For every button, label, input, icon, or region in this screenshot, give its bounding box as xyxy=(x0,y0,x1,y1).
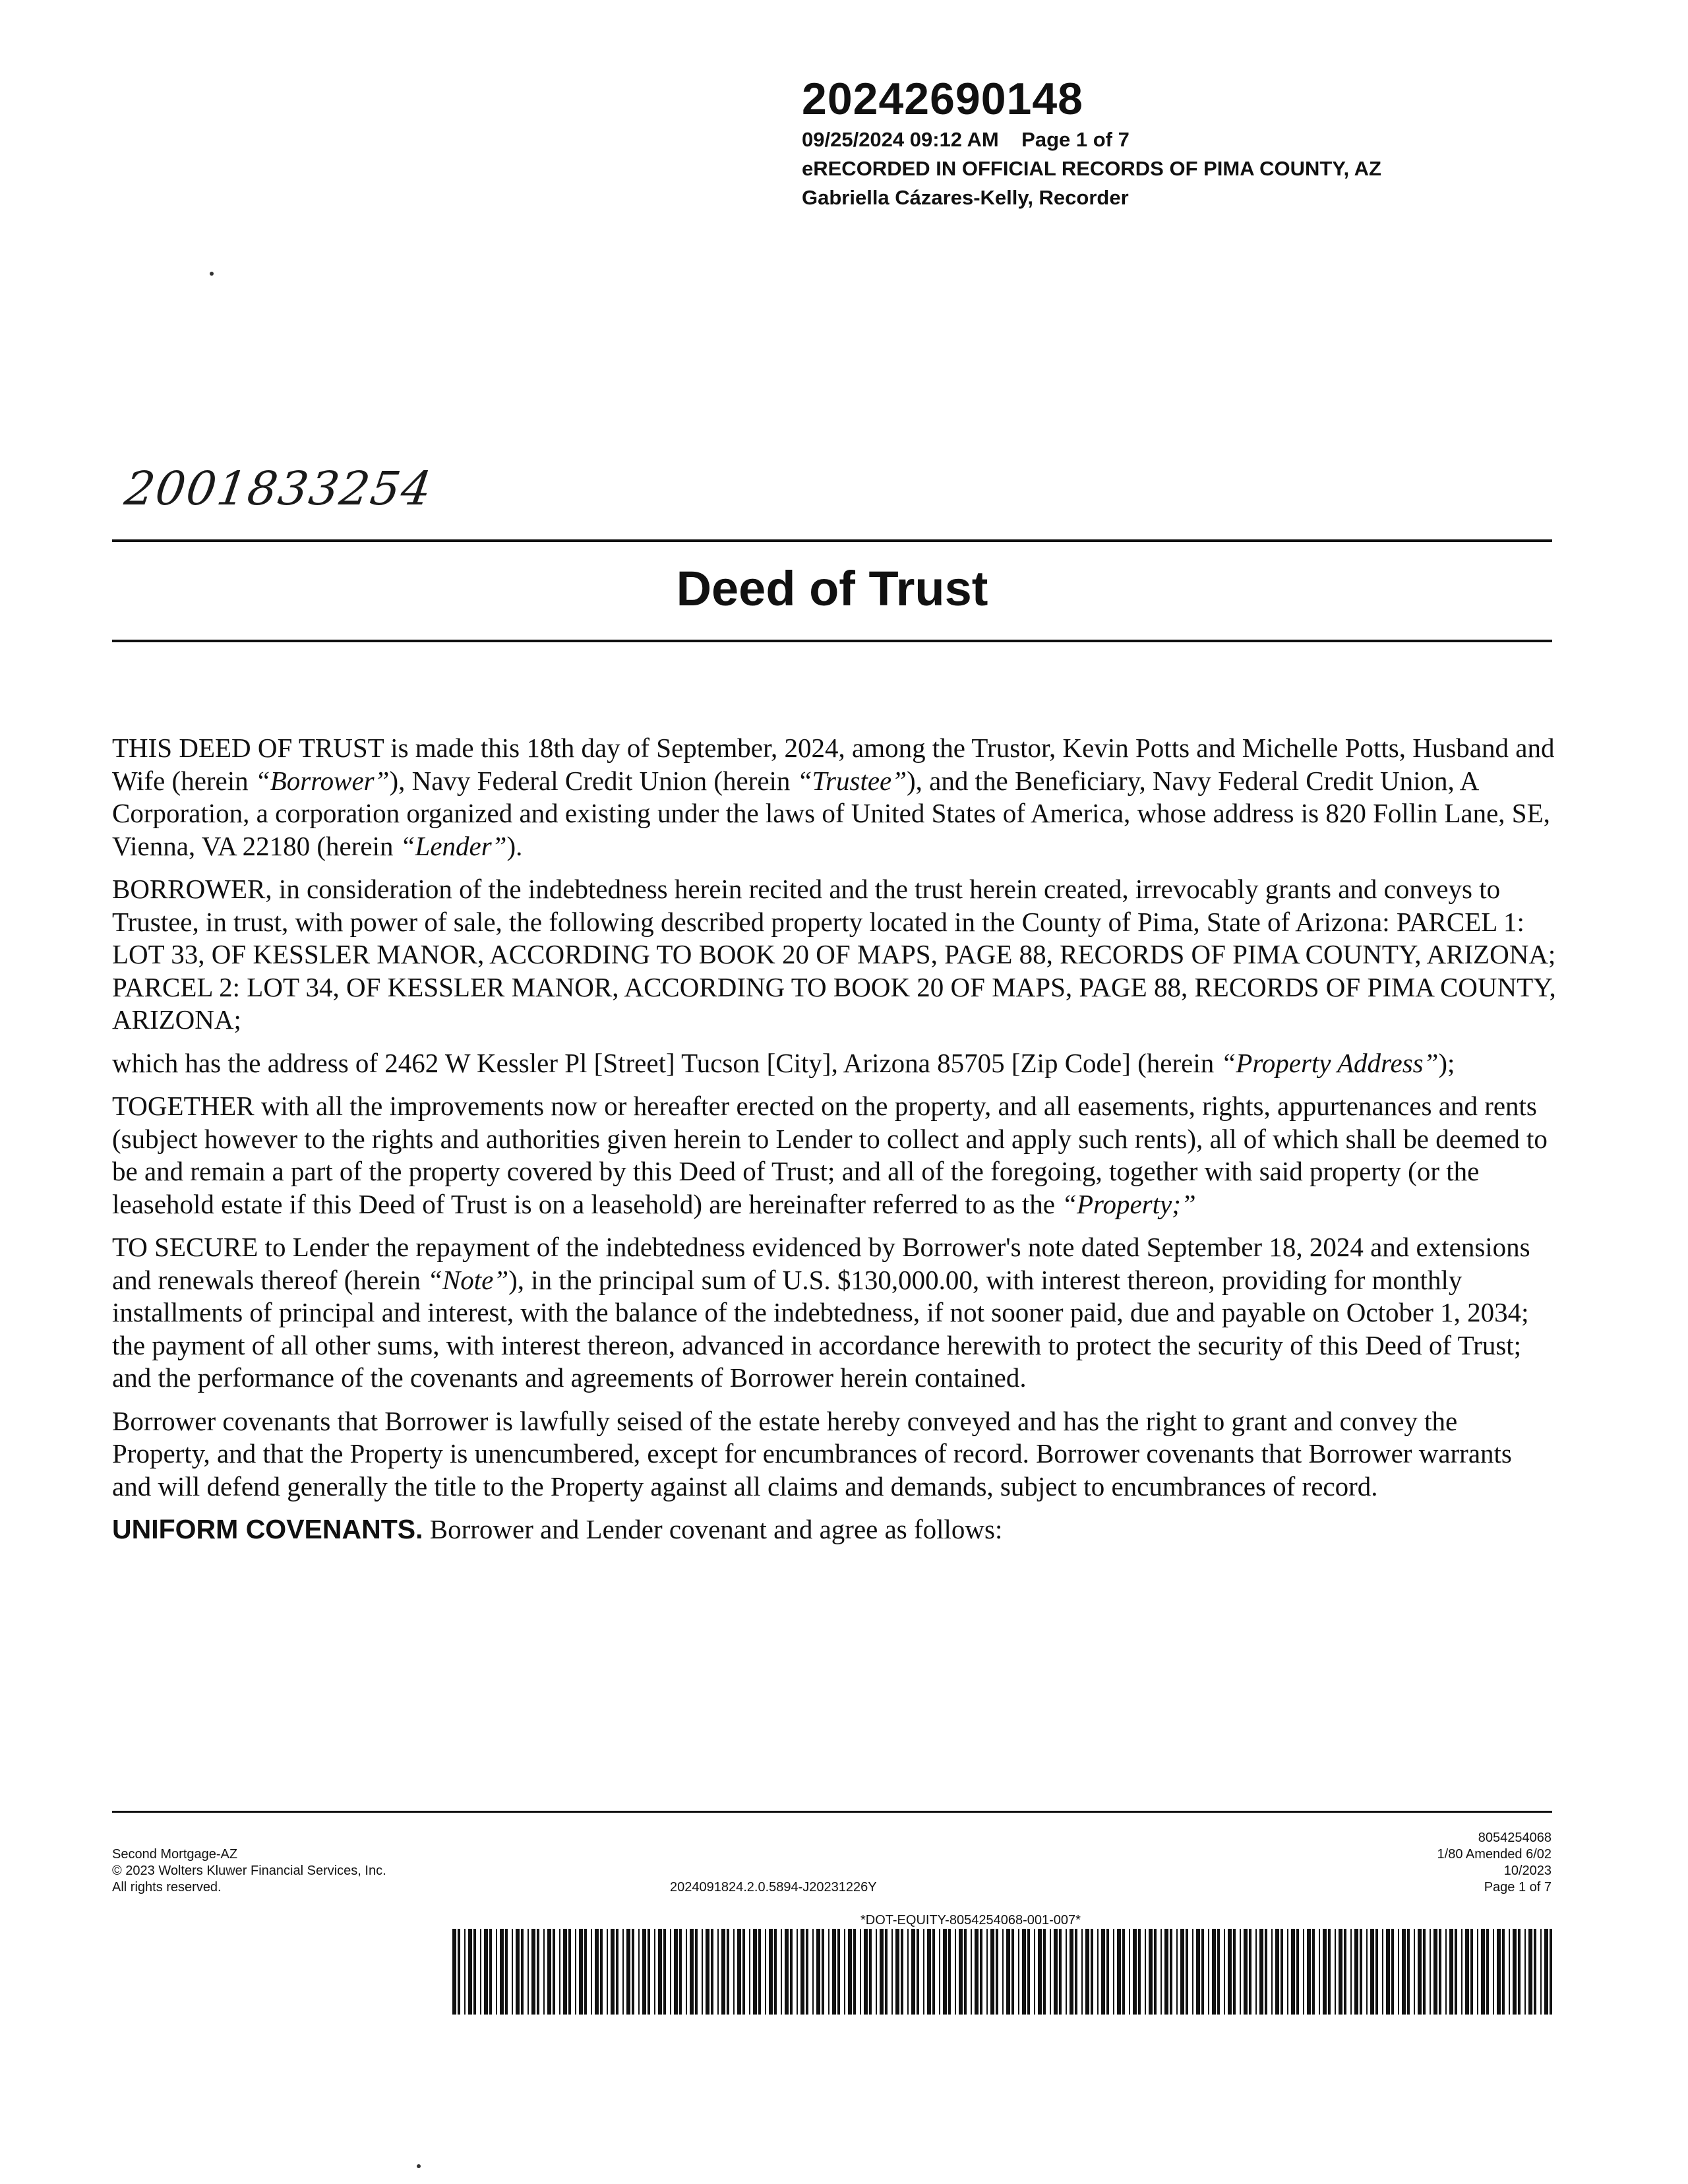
barcode-bar xyxy=(911,1929,915,2015)
scan-speck xyxy=(210,272,214,276)
barcode-bar xyxy=(1117,1929,1121,2015)
barcode-bar xyxy=(955,1929,956,2015)
barcode-bar xyxy=(1149,1929,1153,2015)
barcode-bar xyxy=(1186,1929,1188,2015)
barcode-label: *DOT-EQUITY-8054254068-001-007* xyxy=(860,1913,1081,1927)
barcode-bar xyxy=(1002,1929,1004,2015)
barcode-bar xyxy=(1066,1929,1067,2015)
barcode-bar xyxy=(1296,1929,1299,2015)
barcode-bar xyxy=(1059,1929,1062,2015)
barcode-bar xyxy=(959,1929,963,2015)
barcode-bar xyxy=(785,1929,789,2015)
recording-datetime: 09/25/2024 09:12 AM Page 1 of 7 xyxy=(802,128,1130,151)
barcode-bar xyxy=(917,1929,919,2015)
barcode-bar xyxy=(1493,1929,1494,2015)
barcode-bar xyxy=(1433,1929,1437,2015)
recorder-name: Gabriella Cázares-Kelly, Recorder xyxy=(802,186,1129,209)
recording-stamp xyxy=(802,73,1381,212)
barcode-bar xyxy=(1391,1929,1394,2015)
barcode-bar xyxy=(848,1929,852,2015)
barcode-bar xyxy=(1164,1929,1168,2015)
barcode-bar xyxy=(975,1929,979,2015)
barcode-bar xyxy=(816,1929,820,2015)
barcode-bar xyxy=(1022,1929,1026,2015)
barcode-bar xyxy=(1133,1929,1137,2015)
barcode-bar xyxy=(1312,1929,1315,2015)
barcode-bar xyxy=(1228,1929,1232,2015)
barcode-bar xyxy=(670,1929,671,2015)
barcode-bar xyxy=(531,1929,535,2015)
barcode-bar xyxy=(1291,1929,1295,2015)
barcode-bar xyxy=(1201,1929,1204,2015)
barcode-bar xyxy=(1328,1929,1331,2015)
barcode-bar xyxy=(1249,1929,1251,2015)
barcode-bar xyxy=(1011,1929,1014,2015)
barcode-bar xyxy=(1034,1929,1035,2015)
barcode-bar xyxy=(1375,1929,1378,2015)
barcode-bar xyxy=(986,1929,988,2015)
barcode-bar xyxy=(828,1929,829,2015)
barcode-bar xyxy=(702,1929,703,2015)
barcode-bar xyxy=(1386,1929,1390,2015)
barcode-bar xyxy=(1180,1929,1184,2015)
barcode-bar xyxy=(1477,1929,1478,2015)
barcode-bar xyxy=(1038,1929,1042,2015)
barcode-bar xyxy=(1470,1929,1473,2015)
barcode-bar xyxy=(822,1929,824,2015)
barcode-bar xyxy=(1344,1929,1346,2015)
barcode-bar xyxy=(1423,1929,1426,2015)
barcode-bar xyxy=(1091,1929,1093,2015)
barcode-bar xyxy=(1208,1929,1209,2015)
barcode-bar xyxy=(480,1929,481,2015)
barcode-bar xyxy=(706,1929,709,2015)
title-rule-top xyxy=(112,539,1552,542)
barcode-bar xyxy=(1509,1929,1510,2015)
barcode-bar xyxy=(769,1929,773,2015)
barcode-bar xyxy=(1382,1929,1383,2015)
barcode-bar xyxy=(880,1929,884,2015)
barcode-bar xyxy=(579,1929,583,2015)
barcode-bar xyxy=(1540,1929,1542,2015)
barcode-bar xyxy=(642,1929,646,2015)
barcode-bar xyxy=(547,1929,551,2015)
barcode-bar xyxy=(568,1929,571,2015)
barcode-bar xyxy=(648,1929,650,2015)
barcode-bar xyxy=(971,1929,972,2015)
barcode-bar xyxy=(1070,1929,1073,2015)
barcode-bar xyxy=(1461,1929,1462,2015)
barcode-bar xyxy=(516,1929,520,2015)
barcode-bar xyxy=(1271,1929,1273,2015)
deed-body xyxy=(112,732,1556,1557)
barcode-bar xyxy=(1138,1929,1141,2015)
barcode-bar xyxy=(749,1929,750,2015)
barcode-bar xyxy=(806,1929,808,2015)
barcode-bar xyxy=(932,1929,935,2015)
barcode-bar xyxy=(553,1929,555,2015)
barcode-bar xyxy=(948,1929,951,2015)
paragraph-parties: THIS DEED OF TRUST is made this 18th day of September, 2024, among the Trustor, Kevin Potts and Michelle Potts, Husband and Wife (herein “Borrower”), Navy Federal Credit Union (herein “Trustee”), and the Beneficiary, Navy Federal Credit Union, A Corporation, a corporation organized and existing under the laws of United States of America, whose address is 820 Follin Lane, SE, Vienna, VA 22180 (herein “Lender”). xyxy=(112,733,1555,861)
barcode-bar xyxy=(1255,1929,1257,2015)
barcode-bar xyxy=(1481,1929,1485,2015)
barcode-bar xyxy=(1335,1929,1336,2015)
barcode-bar xyxy=(1303,1929,1304,2015)
barcode-bar xyxy=(964,1929,967,2015)
barcode-bar xyxy=(1212,1929,1216,2015)
barcode-bar xyxy=(907,1929,909,2015)
barcode-bar xyxy=(891,1929,893,2015)
barcode-bar xyxy=(1455,1929,1457,2015)
barcode-bar xyxy=(1307,1929,1311,2015)
barcode-bar xyxy=(468,1929,472,2015)
barcode-bar xyxy=(1486,1929,1489,2015)
barcode-bar xyxy=(1518,1929,1521,2015)
barcode-bar xyxy=(742,1929,745,2015)
barcode-bar xyxy=(812,1929,814,2015)
barcode-bar xyxy=(591,1929,592,2015)
barcode-bar xyxy=(717,1929,719,2015)
barcode-bar xyxy=(1027,1929,1030,2015)
barcode-bar xyxy=(690,1929,694,2015)
barcode-bar xyxy=(473,1929,476,2015)
barcode-bar xyxy=(1366,1929,1368,2015)
barcode-bar xyxy=(1414,1929,1415,2015)
handwritten-number: 2001833254 xyxy=(121,462,437,516)
barcode-bar xyxy=(521,1929,524,2015)
barcode-bar xyxy=(1407,1929,1410,2015)
barcode-bar xyxy=(733,1929,735,2015)
barcode-bar xyxy=(1224,1929,1225,2015)
paragraph-address: which has the address of 2462 W Kessler Pl [Street] Tucson [City], Arizona 85705 [Zip Code] (herein “Property Address”); xyxy=(112,1047,1455,1078)
barcode-bar xyxy=(885,1929,888,2015)
barcode-bar xyxy=(737,1929,741,2015)
barcode-bar xyxy=(1106,1929,1109,2015)
barcode-bar xyxy=(980,1929,982,2015)
barcode-bar xyxy=(505,1929,508,2015)
barcode-bar xyxy=(1233,1929,1236,2015)
barcode-bar xyxy=(1524,1929,1526,2015)
barcode-bar xyxy=(559,1929,560,2015)
barcode-bar xyxy=(832,1929,836,2015)
barcode-bar xyxy=(860,1929,861,2015)
barcode-bar xyxy=(753,1929,757,2015)
barcode-bar xyxy=(1043,1929,1046,2015)
barcode-bar xyxy=(996,1929,998,2015)
barcode-bar xyxy=(695,1929,698,2015)
barcode-bar xyxy=(600,1929,603,2015)
barcode-bar xyxy=(1176,1929,1178,2015)
barcode-bar xyxy=(1129,1929,1130,2015)
barcode-bar xyxy=(790,1929,793,2015)
barcode-bar xyxy=(1075,1929,1077,2015)
barcode-bar xyxy=(575,1929,576,2015)
barcode-bar xyxy=(1534,1929,1536,2015)
barcode-bar xyxy=(632,1929,634,2015)
barcode-bar xyxy=(500,1929,504,2015)
barcode-bar xyxy=(939,1929,940,2015)
paragraph-conveyance: BORROWER, in consideration of the indebtedness herein recited and the trust herein created, irrevocably grants and conveys to Trustee, in trust, with power of sale, the following described property located in the County of Pima, State of Arizona: PARCEL 1: LOT 33, OF KESSLER MANOR, ACCORDING TO BOOK 20 OF MAPS, PAGE 88, RECORDS OF PIMA COUNTY, ARIZONA; PARCEL 2: LOT 34, OF KESSLER MANOR, ACCORDING TO BOOK 20 OF MAPS, PAGE 88, RECORDS OF PIMA COUNTY, ARIZONA; xyxy=(112,874,1556,1035)
footer-rule xyxy=(112,1811,1552,1813)
barcode-bar xyxy=(1439,1929,1441,2015)
erecorded-notice: eRECORDED IN OFFICIAL RECORDS OF PIMA COUNTY, AZ xyxy=(802,157,1381,180)
barcode-bar xyxy=(616,1929,618,2015)
paragraph-secure: TO SECURE to Lender the repayment of the indebtedness evidenced by Borrower's note dated September 18, 2024 and extensions and renewals thereof (herein “Note”), in the principal sum of U.S. $130,000.00, with interest thereon, providing for monthly installments of principal and interest, with the balance of the indebtedness, if not sooner paid, due and payable on October 1, 2034; the payment of all other sums, with interest thereon, advanced in accordance herewith to protect the security of this Deed of Trust; and the performance of the covenants and agreements of Borrower herein contained. xyxy=(112,1232,1530,1393)
barcode-bar xyxy=(1081,1929,1083,2015)
barcode-bar xyxy=(864,1929,868,2015)
barcode-bar xyxy=(1113,1929,1114,2015)
barcode-bar xyxy=(1018,1929,1019,2015)
barcode-bar xyxy=(1281,1929,1283,2015)
barcode-bar xyxy=(869,1929,872,2015)
barcode-bar xyxy=(837,1929,840,2015)
barcode-bar xyxy=(1097,1929,1099,2015)
barcode-bar xyxy=(638,1929,640,2015)
barcode-bar xyxy=(1497,1929,1501,2015)
barcode-bar xyxy=(923,1929,924,2015)
barcode-bar xyxy=(1160,1929,1162,2015)
barcode-bar xyxy=(1402,1929,1406,2015)
barcode-bar xyxy=(622,1929,624,2015)
barcode-bar xyxy=(844,1929,845,2015)
barcode-bar xyxy=(901,1929,903,2015)
barcode-bar xyxy=(607,1929,608,2015)
recording-number: 20242690148 xyxy=(802,74,1084,124)
barcode-bar xyxy=(654,1929,655,2015)
barcode-bar xyxy=(1240,1929,1241,2015)
barcode-bar xyxy=(1154,1929,1157,2015)
barcode-bar xyxy=(721,1929,725,2015)
title-rule-bottom xyxy=(112,640,1552,642)
barcode-bar xyxy=(774,1929,777,2015)
barcode-bar xyxy=(1217,1929,1220,2015)
barcode-bar xyxy=(1370,1929,1374,2015)
barcode-bar xyxy=(1101,1929,1105,2015)
barcode-bar xyxy=(1550,1929,1552,2015)
barcode-bar xyxy=(800,1929,804,2015)
barcode-bar xyxy=(1323,1929,1327,2015)
barcode-bar xyxy=(781,1929,782,2015)
barcode-bar xyxy=(1244,1929,1248,2015)
barcode-bar xyxy=(943,1929,947,2015)
barcode-bar xyxy=(464,1929,466,2015)
barcode-bar xyxy=(758,1929,761,2015)
barcode-bar xyxy=(1054,1929,1058,2015)
barcode-bar xyxy=(990,1929,994,2015)
barcode-bar xyxy=(1319,1929,1320,2015)
barcode-bar xyxy=(1006,1929,1010,2015)
barcode-bar xyxy=(674,1929,678,2015)
barcode-bar xyxy=(1196,1929,1200,2015)
barcode-bar xyxy=(1445,1929,1447,2015)
barcode-bar xyxy=(1502,1929,1505,2015)
barcode-bar xyxy=(1085,1929,1089,2015)
barcode-bar xyxy=(663,1929,666,2015)
barcode-bar xyxy=(1145,1929,1146,2015)
barcode-bar xyxy=(876,1929,877,2015)
barcode xyxy=(452,1929,1553,2015)
barcode-bar xyxy=(1398,1929,1399,2015)
barcode-bar xyxy=(1265,1929,1267,2015)
barcode-bar xyxy=(797,1929,798,2015)
barcode-bar xyxy=(1275,1929,1279,2015)
paragraph-uniform-covenants: UNIFORM COVENANTS. Borrower and Lender covenant and agree as follows: xyxy=(112,1514,1003,1544)
barcode-bar xyxy=(484,1929,488,2015)
barcode-bar xyxy=(1170,1929,1172,2015)
barcode-bar xyxy=(537,1929,539,2015)
barcode-bar xyxy=(711,1929,713,2015)
barcode-bar xyxy=(452,1929,456,2015)
barcode-bar xyxy=(1465,1929,1469,2015)
barcode-bar xyxy=(595,1929,599,2015)
barcode-bar xyxy=(1528,1929,1532,2015)
barcode-bar xyxy=(626,1929,630,2015)
barcode-bar xyxy=(1430,1929,1431,2015)
barcode-bar xyxy=(1122,1929,1125,2015)
barcode-bar xyxy=(765,1929,766,2015)
barcode-bar xyxy=(1513,1929,1517,2015)
barcode-bar xyxy=(1050,1929,1051,2015)
barcode-bar xyxy=(496,1929,497,2015)
barcode-bar xyxy=(611,1929,615,2015)
barcode-bar xyxy=(458,1929,460,2015)
footer-left: Second Mortgage-AZ © 2023 Wolters Kluwer Financial Services, Inc. All rights reserved. xyxy=(112,1847,386,1895)
barcode-bar xyxy=(658,1929,662,2015)
barcode-bar xyxy=(1287,1929,1288,2015)
barcode-bar xyxy=(895,1929,899,2015)
paragraph-covenants: Borrower covenants that Borrower is lawfully seised of the estate hereby conveyed and has the right to grant and convey the Property, and that the Property is unencumbered, except for encumbrances of record. Borrower covenants that Borrower warrants and will defend generally the title to the Property against all claims and demands, subject to encumbrances of record. xyxy=(112,1405,1512,1502)
barcode-bar xyxy=(563,1929,567,2015)
footer-right: 8054254068 1/80 Amended 6/02 10/2023 Page 1 of 7 xyxy=(1437,1831,1552,1895)
barcode-bar xyxy=(1259,1929,1263,2015)
barcode-bar xyxy=(528,1929,529,2015)
barcode-bar xyxy=(1350,1929,1352,2015)
uniform-covenants-heading: UNIFORM COVENANTS. xyxy=(112,1514,423,1544)
barcode-bar xyxy=(584,1929,587,2015)
barcode-bar xyxy=(727,1929,729,2015)
barcode-bar xyxy=(512,1929,513,2015)
barcode-bar xyxy=(1544,1929,1548,2015)
barcode-bar xyxy=(853,1929,856,2015)
scan-speck xyxy=(417,2164,421,2168)
barcode-bar xyxy=(1339,1929,1342,2015)
barcode-bar xyxy=(543,1929,545,2015)
barcode-bar xyxy=(927,1929,931,2015)
page-title: Deed of Trust xyxy=(676,561,988,616)
barcode-bar xyxy=(1449,1929,1453,2015)
barcode-bar xyxy=(686,1929,687,2015)
paragraph-together: TOGETHER with all the improvements now or hereafter erected on the property, and all easements, rights, appurtenances and rents (subject however to the rights and authorities given herein to Lender to collect and apply such rents), all of which shall be deemed to be and remain a part of the property covered by this Deed of Trust; and all of the foregoing, together with said property (or the leasehold estate if this Deed of Trust is on a leasehold) are hereinafter referred to as the “Property;” xyxy=(112,1091,1548,1219)
barcode-bar xyxy=(1192,1929,1193,2015)
barcode-bar xyxy=(1354,1929,1358,2015)
barcode-bar xyxy=(1360,1929,1362,2015)
barcode-bar xyxy=(489,1929,492,2015)
barcode-bar xyxy=(679,1929,682,2015)
barcode-bar xyxy=(1418,1929,1422,2015)
footer-document-id: 2024091824.2.0.5894-J20231226Y xyxy=(670,1880,877,1895)
